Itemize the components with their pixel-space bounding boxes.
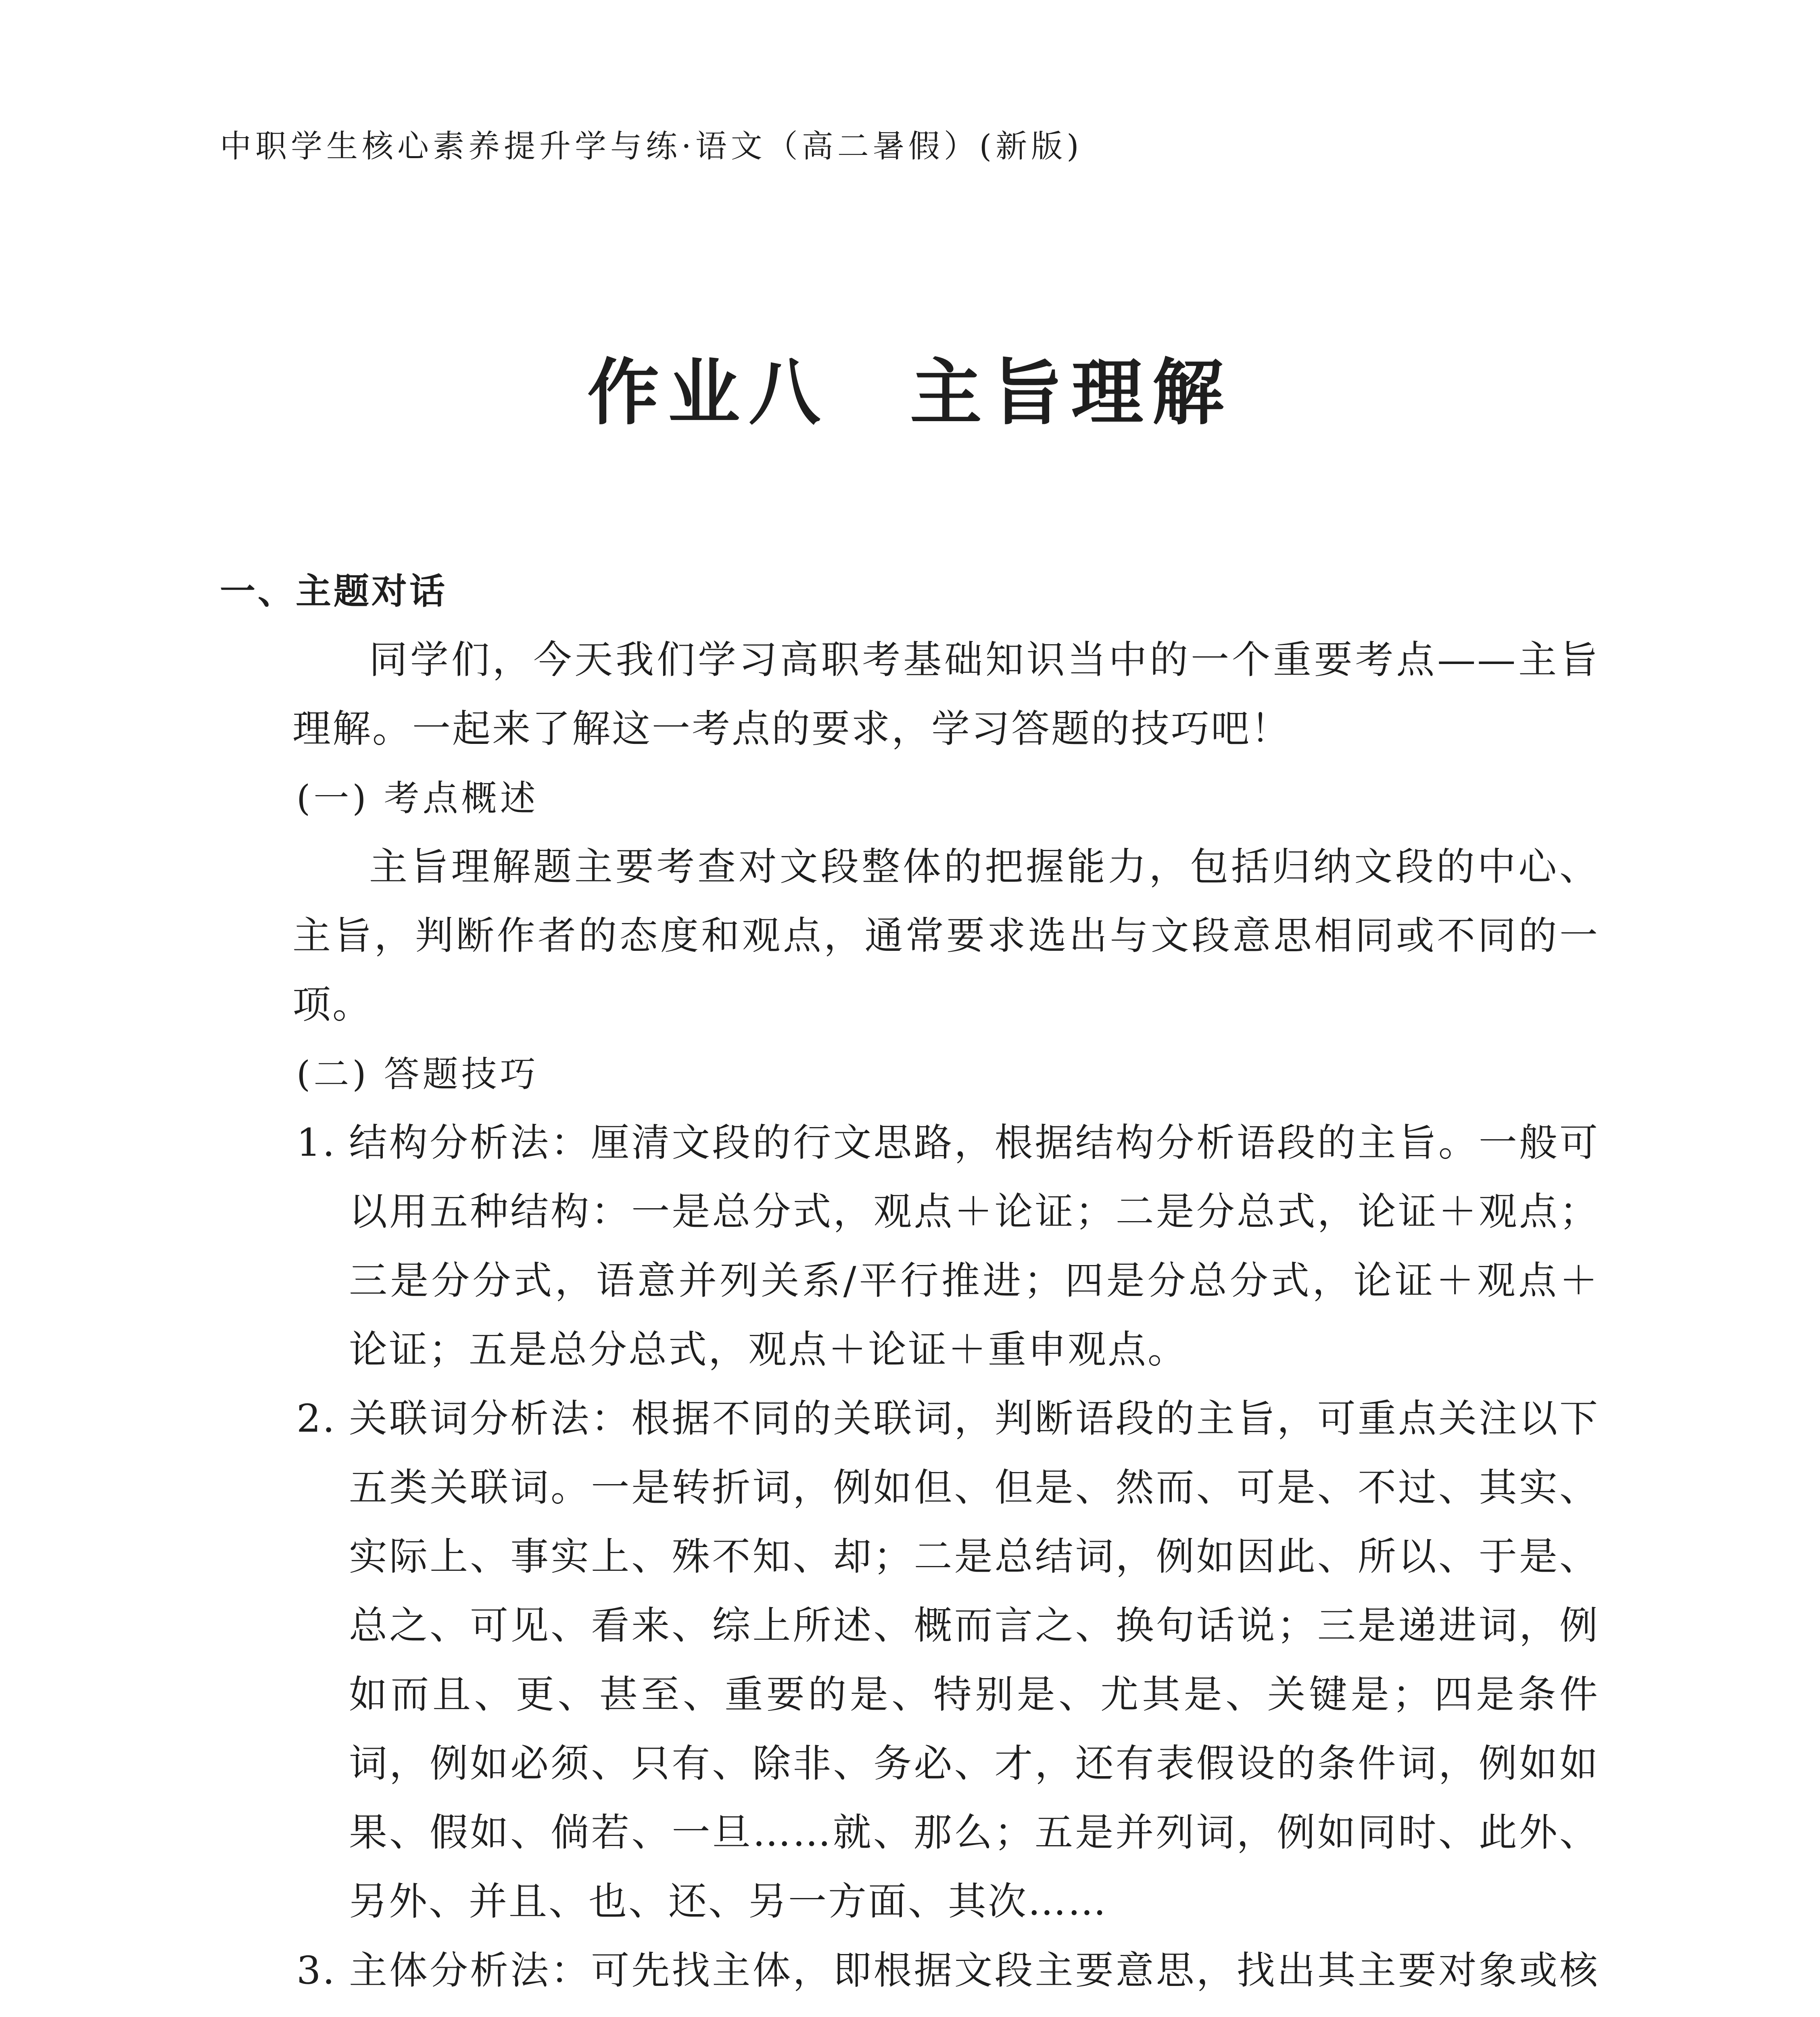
technique-item [220, 1109, 1599, 1384]
item-text: 主体分析法：可先找主体，即根据文段主要意思，找出其主要对象或核 [349, 1948, 1599, 1993]
technique-item [220, 1384, 1599, 1936]
item-text: 结构分析法：厘清文段的行文思路，根据结构分析语段的主旨。一般可以用五种结构：一是总分式，观点＋论证；二是分总式，论证＋观点；三是分分式，语意并列关系/平行推进；四是分总分式，论证＋观点＋论证；五是总分总式，观点＋论证＋重申观点。 [349, 1121, 1599, 1372]
page-title: 作业八 主旨理解 [587, 351, 1233, 434]
item-text: 关联词分析法：根据不同的关联词，判断语段的主旨，可重点关注以下五类关联词。一是转折词，例如但、但是、然而、可是、不过、其实、实际上、事实上、殊不知、却；二是总结词，例如因此、所以、于是、总之、可见、看来、综上所述、概而言之、换句话说；三是递进词，例如而且、更、甚至、重要的是、特别是、尤其是、关键是；四是条件词，例如必须、只有、除非、务必、才，还有表假设的条件词，例如如果、假如、倘若、一旦……就、那么；五是并列词，例如同时、此外、另外、并且、也、还、另一方面、其次…… [349, 1397, 1599, 1924]
subheading-techniques: (二) 答题技巧 [296, 1053, 539, 1095]
main-content [220, 557, 1599, 2017]
section-heading-1: 一、主题对话 [220, 570, 448, 612]
item-number: 1. [296, 1121, 336, 1165]
technique-item [220, 1936, 1599, 2017]
subheading-overview: (一) 考点概述 [296, 777, 539, 819]
item-number: 2. [296, 1397, 336, 1441]
item-number: 3. [296, 1948, 336, 1993]
overview-paragraph: 主旨理解题主要考查对文段整体的把握能力，包括归纳文段的中心、主旨，判断作者的态度和观点，通常要求选出与文段意思相同或不同的一项。 [292, 845, 1599, 1027]
running-header: 中职学生核心素养提升学与练·语文（高二暑假）(新版) [220, 128, 1083, 165]
intro-paragraph: 同学们，今天我们学习高职考基础知识当中的一个重要考点——主旨理解。一起来了解这一考点的要求，学习答题的技巧吧！ [292, 638, 1599, 751]
